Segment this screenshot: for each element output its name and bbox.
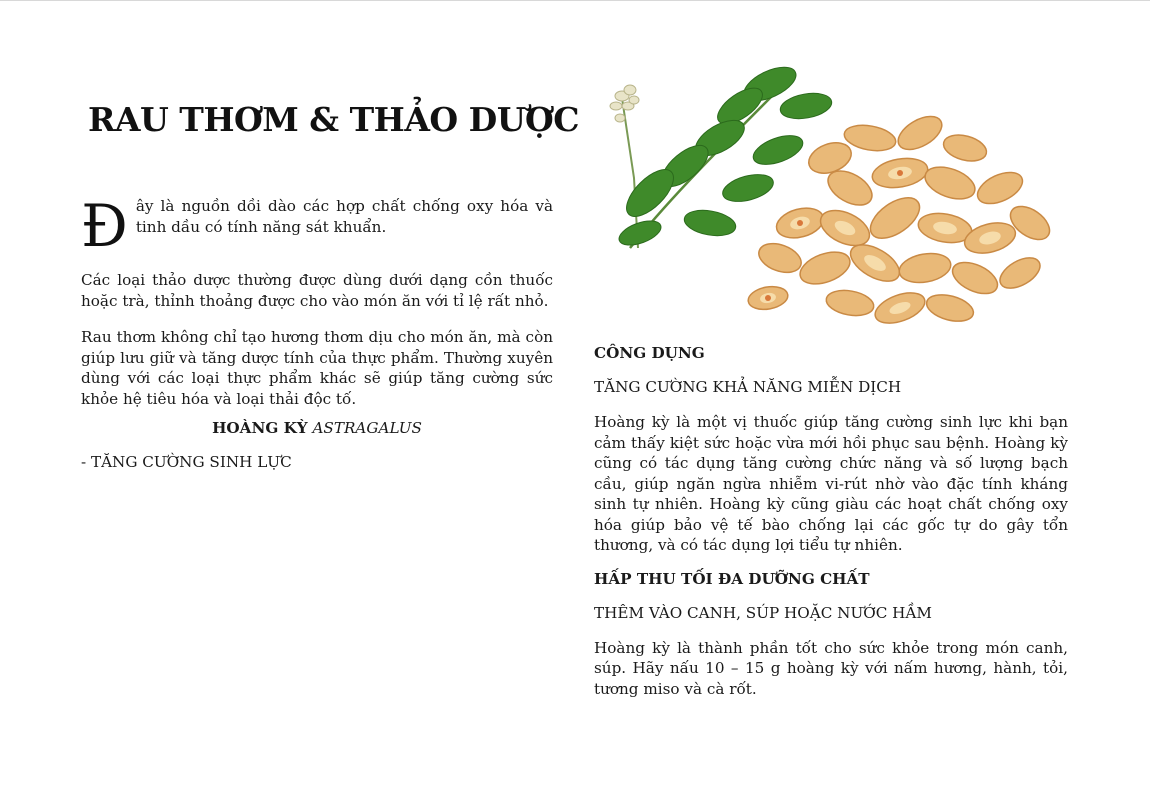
page-top-border [0,0,1150,1]
section-body-soups: Hoàng kỳ là thành phần tốt cho sức khỏe trong món canh, súp. Hãy nấu 10 – 15 g hoàng kỳ với nấm hương, hành, tỏi, tương miso và cà rốt. [594,638,1068,698]
right-column [594,344,1068,713]
herb-heading [81,419,553,437]
herb-benefit: - TĂNG CƯỜNG SINH LỰC [81,453,292,471]
left-column [81,192,553,471]
herb-latin-name: ASTRAGALUS [312,419,422,437]
section-heading-uses: CÔNG DỤNG [594,344,705,362]
drop-cap: Đ [81,192,128,260]
paragraph-aromatic-herbs: Rau thơm không chỉ tạo hương thơm dịu cho món ăn, mà còn giúp lưu giữ và tăng dược tính của thực phẩm. Thường xuyên dùng với các loại thực phẩm khác sẽ giúp tăng cường sức khỏe hệ tiêu hóa và loại thải độc tố. [81,328,553,408]
paragraph-tinctures: Các loại thảo dược thường được dùng dưới dạng cồn thuốc hoặc trà, thỉnh thoảng được cho vào món ăn với tỉ lệ rất nhỏ. [81,271,553,310]
intro-text: ây là nguồn dồi dào các hợp chất chống oxy hóa và tinh dầu có tính năng sát khuẩn. [135,197,553,236]
intro-paragraph [81,192,553,260]
section-body-immunity: Hoàng kỳ là một vị thuốc giúp tăng cường sinh lực khi bạn cảm thấy kiệt sức hoặc vừa mới hồi phục sau bệnh. Hoàng kỳ cũng có tác dụng tăng cường chức năng và số lượng bạch cầu, giúp ngăn ngừa nhiễm vi-rút nhờ vào đặc tính kháng sinh tự nhiên. Hoàng kỳ cũng giàu các hoạt chất chống oxy hóa giúp bảo vệ tế bào chống lại các gốc tự do gây tổn thương, và có tác dụng lợi tiểu tự nhiên. [594,413,1068,554]
section-subheading-immunity: TĂNG CƯỜNG KHẢ NĂNG MIỄN DỊCH [594,378,902,396]
astragalus-illustration [600,58,1070,338]
page-title: RAU THƠM & THẢO DƯỢC [88,100,580,139]
section-heading-absorption: HẤP THU TỐI ĐA DƯỠNG CHẤT [594,569,870,588]
herb-name: HOÀNG KỲ [212,419,308,437]
section-subheading-soups: THÊM VÀO CANH, SÚP HOẶC NƯỚC HẦM [594,603,932,622]
